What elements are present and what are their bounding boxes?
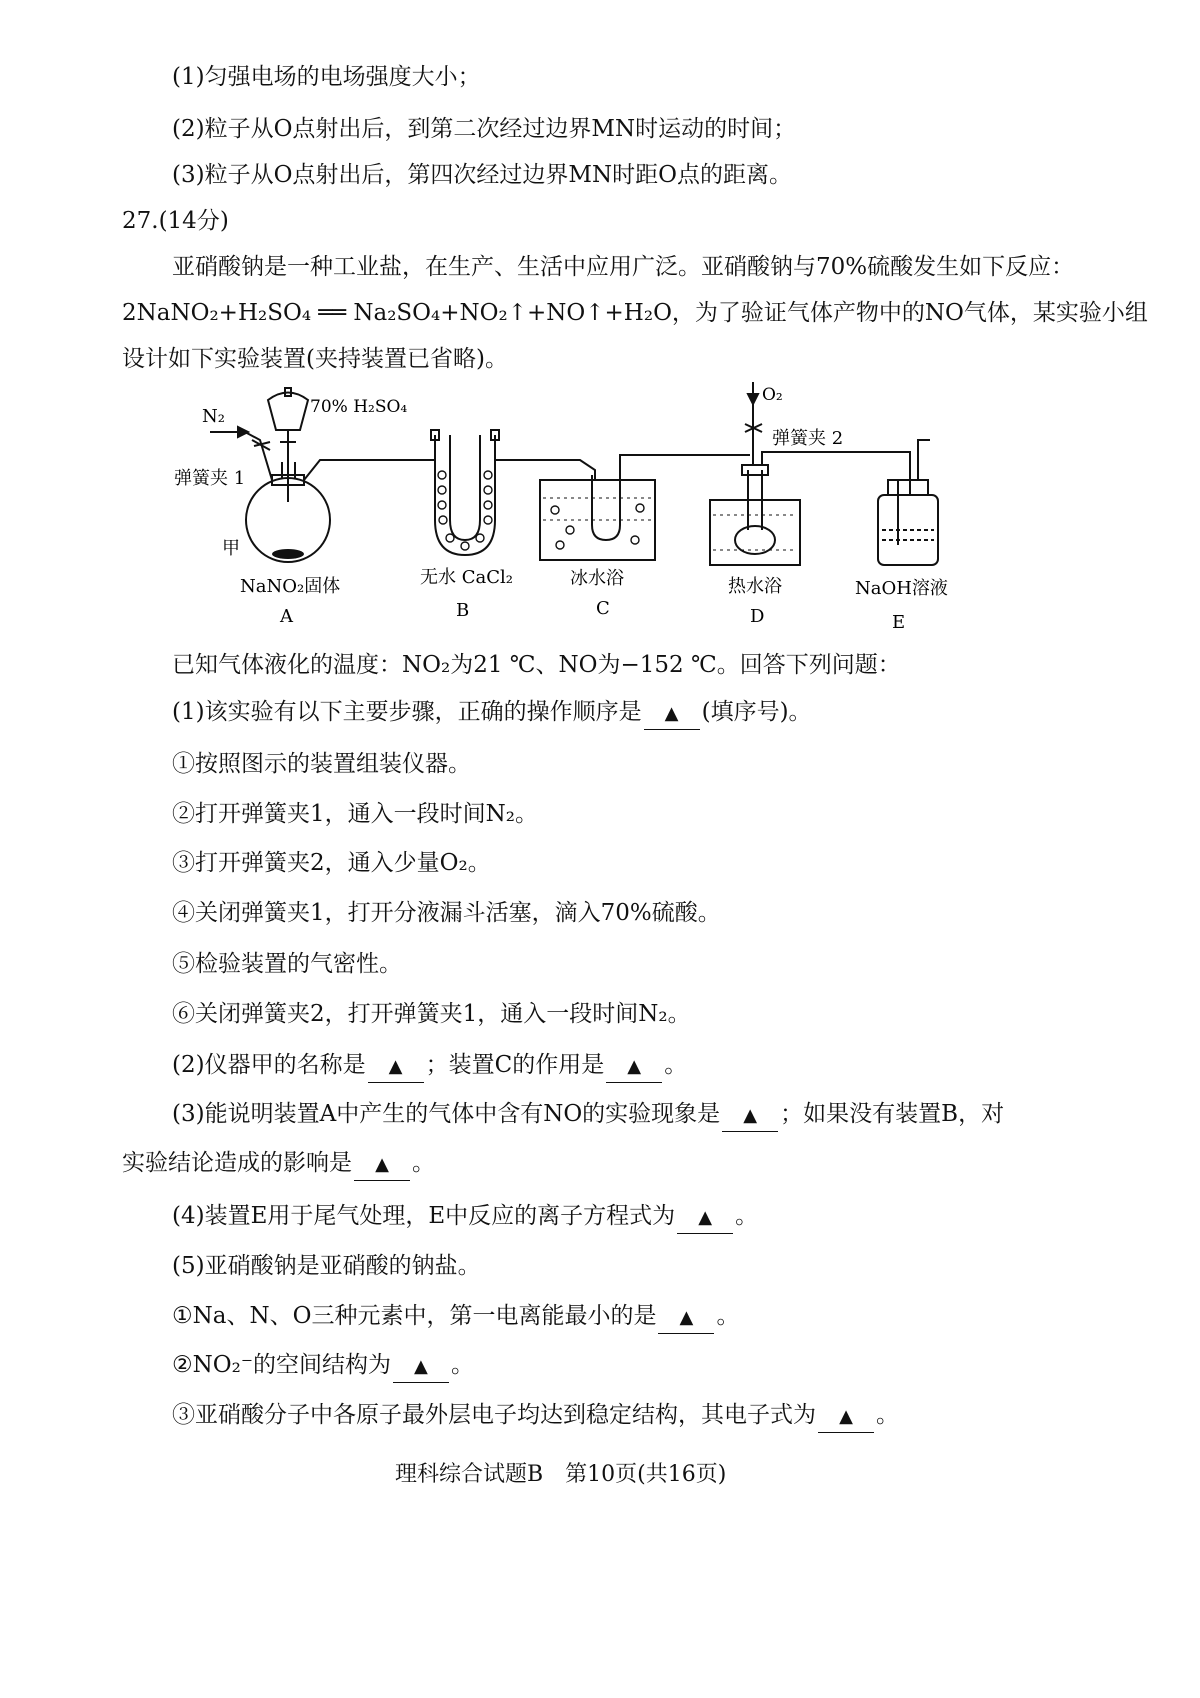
answer-blank-2b[interactable]: ▲	[606, 1050, 662, 1083]
label-a-solid: NaNO₂固体	[240, 576, 341, 597]
sub-question-5a-end: 。	[716, 1303, 740, 1329]
sub-question-2-text: (2)仪器甲的名称是	[172, 1052, 366, 1078]
answer-blank-5b[interactable]: ▲	[393, 1350, 449, 1383]
sub-question-2-end: 。	[664, 1052, 688, 1078]
wash-bottle-e	[878, 495, 938, 565]
step-4: ④关闭弹簧夹1，打开分液漏斗活塞，滴入70%硫酸。	[172, 900, 721, 926]
sub-question-4	[172, 1201, 758, 1234]
label-jia: 甲	[222, 538, 240, 559]
answer-blank-4[interactable]: ▲	[677, 1201, 733, 1234]
sub-question-5c-text: ③亚硝酸分子中各原子最外层电子均达到稳定结构，其电子式为	[172, 1402, 816, 1428]
sub-question-5a	[172, 1301, 739, 1334]
sub-question-3-cont-text: 实验结论造成的影响是	[122, 1150, 352, 1176]
sub-question-3-text: (3)能说明装置A中产生的气体中含有NO的实验现象是	[172, 1101, 721, 1127]
question-header: 27.(14分)	[122, 208, 229, 234]
label-a: A	[280, 606, 293, 627]
sub-question-3-cont	[122, 1148, 435, 1181]
label-c: C	[596, 598, 610, 619]
label-b-reagent: 无水 CaCl₂	[420, 567, 513, 588]
known-conditions: 已知气体液化的温度：NO₂为21 ℃、NO为−152 ℃。回答下列问题：	[172, 652, 901, 678]
answer-blank-1[interactable]: ▲	[644, 697, 700, 730]
label-e-solution: NaOH溶液	[855, 578, 948, 599]
sub-question-1	[172, 697, 812, 730]
sub-question-5: (5)亚硝酸钠是亚硝酸的钠盐。	[172, 1253, 481, 1279]
label-clip-1: 弹簧夹 1	[174, 468, 246, 489]
prev-question-3: (3)粒子从O点射出后，第四次经过边界MN时距O点的距离。	[172, 162, 792, 188]
sub-question-4-end: 。	[735, 1203, 759, 1229]
hot-bath-d	[710, 500, 800, 565]
reaction-equation: 2NaNO₂+H₂SO₄ ══ Na₂SO₄+NO₂↑+NO↑+H₂O，为了验证气体产物中的NO气体，某实验小组	[122, 300, 1148, 326]
step-3: ③打开弹簧夹2，通入少量O₂。	[172, 850, 491, 876]
answer-blank-3b[interactable]: ▲	[354, 1148, 410, 1181]
sub-question-5b-text: ②NO₂⁻的空间结构为	[172, 1352, 391, 1378]
prev-question-2: (2)粒子从O点射出后，到第二次经过边界MN时运动的时间；	[172, 116, 797, 142]
sub-question-1-text: (1)该实验有以下主要步骤，正确的操作顺序是	[172, 699, 642, 725]
sub-question-5b-end: 。	[450, 1352, 474, 1378]
sub-question-2-mid: ；装置C的作用是	[425, 1052, 605, 1078]
apparatus-diagram	[150, 380, 1050, 635]
step-6: ⑥关闭弹簧夹2，打开弹簧夹1，通入一段时间N₂。	[172, 1001, 691, 1027]
intro-line-1: 亚硝酸钠是一种工业盐，在生产、生活中应用广泛。亚硝酸钠与70%硫酸发生如下反应：	[172, 254, 1075, 280]
step-2: ②打开弹簧夹1，通入一段时间N₂。	[172, 801, 538, 827]
separatory-funnel	[268, 393, 308, 431]
sub-question-3-end: 。	[412, 1150, 435, 1176]
sub-question-5c	[172, 1400, 899, 1433]
intro-line-3: 设计如下实验装置(夹持装置已省略)。	[122, 346, 508, 372]
answer-blank-2a[interactable]: ▲	[368, 1050, 424, 1083]
prev-question-1: (1)匀强电场的电场强度大小；	[172, 64, 481, 90]
label-d-bath: 热水浴	[728, 576, 782, 597]
label-d: D	[750, 606, 765, 627]
answer-blank-5a[interactable]: ▲	[658, 1301, 714, 1334]
sub-question-3	[172, 1099, 1004, 1132]
step-1: ①按照图示的装置组装仪器。	[172, 751, 471, 777]
label-b: B	[456, 600, 470, 621]
sub-question-5a-text: ①Na、N、O三种元素中，第一电离能最小的是	[172, 1303, 657, 1329]
label-acid: 70% H₂SO₄	[310, 397, 408, 417]
sub-question-4-text: (4)装置E用于尾气处理，E中反应的离子方程式为	[172, 1203, 676, 1229]
label-clip-2: 弹簧夹 2	[772, 428, 844, 449]
sub-question-1-suffix: (填序号)。	[701, 699, 812, 725]
sub-question-5b	[172, 1350, 474, 1383]
u-tube-b	[435, 435, 495, 555]
page-footer: 理科综合试题B 第10页(共16页)	[395, 1462, 727, 1487]
label-o2: O₂	[762, 385, 783, 405]
answer-blank-5c[interactable]: ▲	[818, 1400, 874, 1433]
sub-question-3-mid: ；如果没有装置B，对	[780, 1101, 1005, 1127]
step-5: ⑤检验装置的气密性。	[172, 951, 402, 977]
label-e: E	[892, 612, 906, 633]
answer-blank-3a[interactable]: ▲	[722, 1099, 778, 1132]
label-n2: N₂	[202, 406, 225, 427]
sub-question-2	[172, 1050, 687, 1083]
sub-question-5c-end: 。	[876, 1402, 899, 1428]
label-c-bath: 冰水浴	[570, 568, 624, 589]
